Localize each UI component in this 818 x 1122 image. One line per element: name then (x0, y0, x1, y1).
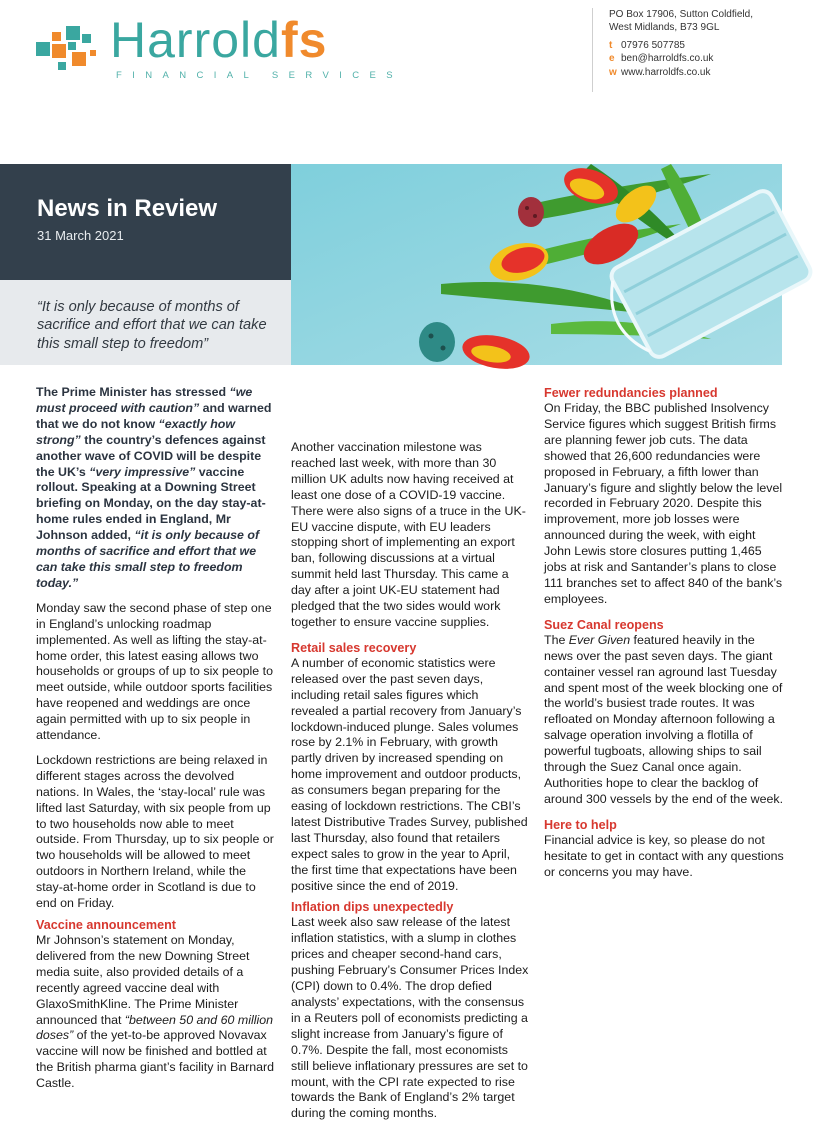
suez-heading: Suez Canal reopens (544, 617, 664, 632)
roadmap-paragraph: Monday saw the second phase of step one in England’s unlocking roadmap implemented. As well as lifting the stay-at-home order, this latest easing allows two households or groups of up to six people to meet outside, while outdoor sports facilities have reopened and weddings are once again permitted with up to six people in attendance. (36, 600, 273, 743)
contact-block (592, 8, 792, 92)
email-link[interactable]: ben@harroldfs.co.uk (621, 53, 714, 65)
suez-paragraph: The Ever Given featured heavily in the news over the past seven days. The giant container vessel ran aground last Tuesday and spent most of the week blocking one of the world’s busiest trade routes. It was refloated on Monday afternoon following a salvage operation involving a flotilla of powerful tugboats, allowing ships to sail through the Suez Canal once again. Authorities hope to clear the backlog of around 300 vessels by the end of the week. (544, 632, 784, 806)
article-column-1 (36, 385, 276, 1091)
page-title: News in Review (37, 195, 218, 222)
tulips-and-mask-illustration (291, 164, 782, 365)
company-logo (36, 8, 403, 88)
inflation-heading: Inflation dips unexpectedly (291, 900, 454, 915)
title-panel (0, 164, 291, 280)
header-photo (291, 164, 782, 365)
redundancies-heading: Fewer redundancies planned (544, 386, 718, 400)
vaccine-paragraph: Mr Johnson’s statement on Monday, delivered from the new Downing Street media suite, also provided details of a recently agreed vaccine deal with GlaxoSmithKline. The Prime Minister announced that “between 50 and 60 million doses” of the yet-to-be approved Novavax vaccine will now be finished and bottled at the British pharma giant’s facility in Barnard Castle. (36, 933, 275, 1091)
milestone-paragraph: Another vaccination milestone was reached last week, with more than 30 million UK adults now having received at least one dose of a COVID-19 vaccine. There were also signs of a truce in the UK-EU vaccine dispute, with EU leaders stopping short of implementing an export ban, following discussions at a virtual summit held last Thursday. This came a day after a joint UK-EU statement had pledged that the two sides would work together to ensure vaccine supplies. (291, 440, 526, 629)
phone-number[interactable]: 07976 507785 (621, 39, 685, 51)
logo-name: Harroldfs (110, 12, 328, 68)
redundancies-paragraph: On Friday, the BBC published Insolvency Service figures which suggest British firms are planning fewer job cuts. The data showed that 26,600 redundancies were proposed in February, a fifth lower than January’s figure and slightly below the level recorded in February 2020. Despite this improvement, more job losses were announced during the week, with eight John Lewis store closures putting 1,465 jobs at risk and Santander’s plans to close 111 branches set to affect 840 of the bank’s employees. (544, 401, 783, 606)
retail-paragraph: A number of economic statistics were released over the past seven days, including retail sales figures which revealed a partial recovery from January’s lockdown-induced plunge. Sales volumes rose by 2.1% in February, with growth partly driven by increased spending on home improvement and outdoor products, as consumers began preparing for the easing of lockdown restrictions. The CBI’s latest Distributive Trades Survey, published last Thursday, also found that retailers expect sales to grow in the year to April, the first time that expectations have been positive since the end of 2019. (291, 655, 528, 893)
phone-row: t 07976 507785 (609, 39, 685, 51)
issue-date: 31 March 2021 (37, 228, 124, 243)
web-row: w www.harroldfs.co.uk (609, 66, 711, 78)
email-row: e ben@harroldfs.co.uk (609, 53, 714, 65)
help-paragraph: Financial advice is key, so please do not hesitate to get in contact with any questions or concerns you may have. (544, 832, 784, 879)
website-link[interactable]: www.harroldfs.co.uk (621, 66, 711, 78)
logo-tagline: FINANCIAL SERVICES (116, 70, 403, 81)
inflation-paragraph: Last week also saw release of the latest inflation statistics, with a slump in clothes prices and cheaper second-hand cars, pushing February’s Consumer Prices Index (CPI) down to 0.4%. The drop defied analysts’ expectations, with the consensus in a Reuters poll of economists predicting a slight increase from January’s figure of 0.7%. Despite the fall, most economists still believe inflationary pressures are set to mount, with the CPI rate expected to rise towards the Bank of England’s 2% target during the coming months. (291, 915, 529, 1121)
lead-paragraph: The Prime Minister has stressed “we must proceed with caution” and warned that we do not know “exactly how strong” the country’s defences against another wave of COVID will be despite the UK’s “very impressive” vaccine rollout. Speaking at a Downing Street briefing on Monday, on the day stay-at-home rules ended in England, Mr Johnson added, “it is only because of months of sacrifice and effort that we can take this small step to freedom today.” (36, 385, 272, 590)
help-heading: Here to help (544, 817, 617, 832)
logo-squares-icon (36, 20, 110, 76)
vaccine-heading: Vaccine announcement (36, 918, 176, 932)
pull-quote: “It is only because of months of sacrifice and effort that we can take this small step to freedom” (0, 280, 291, 365)
article-column-3 (544, 385, 784, 889)
retail-heading: Retail sales recovery (291, 640, 417, 655)
postal-address: PO Box 17906, Sutton Coldfield, West Midlands, B73 9GL (609, 9, 753, 34)
article-column-2 (291, 387, 529, 1121)
lockdown-paragraph: Lockdown restrictions are being relaxed in different stages across the devolved nations. In Wales, the ‘stay-local’ rule was lifted last Saturday, with six people from up to two households now able to meet outside. From Thursday, up to six people or two households will be allowed to meet outdoors in Northern Ireland, while the stay-at-home order in Scotland is due to end on Friday. (36, 752, 274, 911)
